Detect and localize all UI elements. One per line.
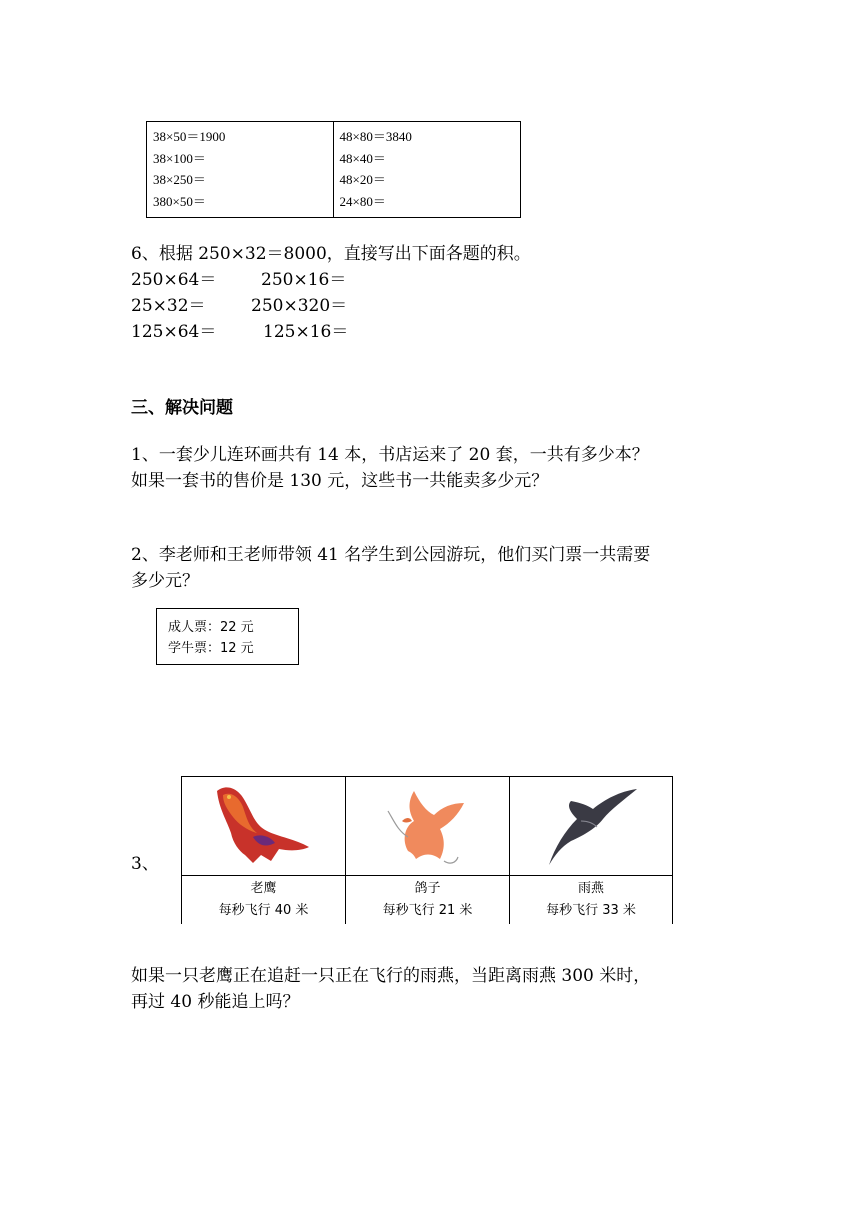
problem1-line: 如果一套书的售价是 130 元，这些书一共能卖多少元？ [131,471,549,491]
bird-image-cell [182,777,346,876]
q6-item: 125×16＝ [263,322,349,342]
q6-title: 6、根据 250×32＝8000，直接写出下面各题的积。 [131,244,531,264]
section-heading: 三、解决问题 [131,398,233,418]
exercise-item: 380×50＝ [153,193,206,209]
exercise-table [146,121,521,218]
swift-icon [541,781,641,871]
problem3-question-line: 如果一只老鹰正在追赶一只正在飞行的雨燕，当距离雨燕 300 米时， [131,966,651,986]
bird-info-cell [346,876,510,924]
exercise-item: 38×250＝ [153,172,206,187]
student-ticket-price: 学牛票：12 元 [168,641,254,656]
q6-item: 250×320＝ [251,296,348,316]
exercise-item: 48×20＝ [339,172,386,187]
bird-name: 鸽子 [414,881,441,896]
bird-speed: 每秒飞行 21 米 [382,903,473,918]
bird-image-cell [510,777,672,876]
problem2-line: 2、李老师和王老师带领 41 名学生到公园游玩，他们买门票一共需要 [131,545,651,565]
bird-image-cell [346,777,510,876]
exercise-item: 24×80＝ [339,193,386,209]
problem3-label: 3、 [131,854,159,874]
problem2-line: 多少元？ [131,571,199,591]
bird-info-cell [510,876,672,924]
q6-item: 125×64＝ [131,322,217,342]
problem1-line: 1、一套少儿连环画共有 14 本，书店运来了 20 套，一共有多少本？ [131,445,649,465]
exercise-item: 38×50＝1900 [153,129,226,144]
ticket-price-box [156,608,299,665]
exercise-item: 38×100＝ [153,150,206,166]
q6-item: 250×16＝ [261,270,347,290]
exercise-item: 48×40＝ [339,150,386,166]
bird-info-cell [182,876,346,924]
dove-icon [378,781,478,871]
adult-ticket-price: 成人票：22 元 [168,620,254,635]
exercise-item: 48×80＝3840 [339,129,412,144]
bird-speed: 每秒飞行 33 米 [546,903,636,918]
eagle-icon [209,781,319,871]
problem3-question-line: 再过 40 秒能追上吗？ [131,992,300,1012]
exercise-column-right [334,122,521,217]
bird-speed: 每秒飞行 40 米 [218,903,309,918]
exercise-column-left [147,122,334,217]
q6-item: 25×32＝ [131,296,206,316]
q6-item: 250×64＝ [131,270,217,290]
bird-speed-table [181,776,673,924]
bird-name: 老鹰 [250,881,277,896]
bird-name: 雨燕 [577,881,604,896]
